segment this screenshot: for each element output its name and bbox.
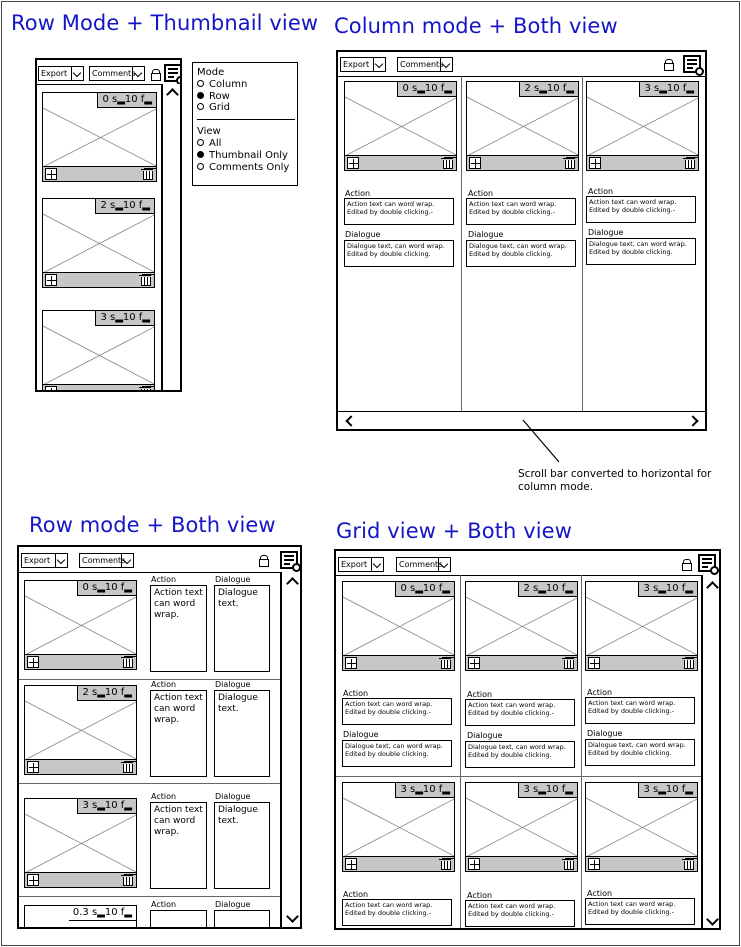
- action-text-box[interactable]: Action text can word wrap.: [150, 585, 207, 672]
- timecode: 3 s▂10 f▂: [518, 783, 577, 798]
- add-icon[interactable]: [468, 858, 480, 870]
- radio-icon[interactable]: [197, 103, 204, 110]
- dialogue-text-box[interactable]: Dialogue text, can word wrap. Edited by double clicking.: [585, 739, 695, 766]
- dialogue-label: Dialogue: [215, 680, 251, 689]
- dialogue-text-box[interactable]: [214, 910, 270, 929]
- dialogue-label: Dialogue: [215, 792, 251, 801]
- chevron-down-icon[interactable]: [286, 910, 299, 923]
- mode-heading: Mode: [197, 67, 225, 78]
- trash-icon[interactable]: [442, 157, 452, 169]
- frame-thumbnail[interactable]: [42, 310, 155, 392]
- comments-dropdown[interactable]: Comments: [79, 553, 134, 568]
- title-column-both: Column mode + Both view: [334, 14, 618, 38]
- timecode: 0 s▂10 f▂: [97, 93, 156, 108]
- row-thumbnail-window: [35, 58, 182, 392]
- export-dropdown[interactable]: [38, 66, 84, 81]
- action-text-box[interactable]: Action text can word wrap. Edited by double clicking.-: [465, 699, 575, 726]
- mode-option-grid[interactable]: Grid: [197, 102, 230, 113]
- action-label: Action: [151, 900, 177, 909]
- frame-thumbnail[interactable]: [24, 798, 137, 888]
- view-option-comments-only[interactable]: Comments Only: [197, 162, 289, 173]
- lock-icon[interactable]: [151, 69, 159, 79]
- add-icon[interactable]: [45, 168, 57, 180]
- timecode: 0 s▂10 f▂: [395, 582, 454, 597]
- add-icon[interactable]: [588, 657, 600, 669]
- add-icon[interactable]: [589, 157, 601, 169]
- vertical-scrollbar[interactable]: [280, 572, 302, 929]
- trash-icon[interactable]: [440, 858, 450, 870]
- action-text-box[interactable]: Action text can word wrap. Edited by double clicking.-: [585, 898, 695, 925]
- dialogue-text-box[interactable]: Dialogue text, can word wrap. Edited by double clicking.: [586, 238, 696, 265]
- chevron-down-icon: [132, 67, 144, 80]
- lock-icon[interactable]: [259, 555, 267, 565]
- dialogue-text-box[interactable]: Dialogue text, can word wrap. Edited by double clicking.: [466, 240, 576, 267]
- title-row-thumbnail: Row Mode + Thumbnail view: [11, 11, 319, 35]
- add-icon[interactable]: [345, 858, 357, 870]
- title-row-both: Row mode + Both view: [29, 513, 276, 537]
- timecode: 0 s▂10 f▂: [397, 82, 456, 97]
- timecode: 3 s▂10 f▂: [638, 783, 697, 798]
- frame-thumbnail[interactable]: [585, 782, 698, 872]
- export-dropdown[interactable]: Export: [338, 557, 384, 572]
- chevron-down-icon: [371, 558, 383, 571]
- add-icon[interactable]: [27, 761, 39, 773]
- timecode: 3 s▂10 f▂: [395, 783, 454, 798]
- chevron-down-icon: [121, 554, 133, 567]
- action-text-box[interactable]: [150, 910, 207, 929]
- radio-selected-icon[interactable]: [197, 151, 204, 158]
- lock-icon[interactable]: [664, 59, 672, 69]
- action-label: Action: [467, 690, 493, 699]
- dialogue-label: Dialogue: [345, 230, 381, 239]
- timecode: 2 s▂10 f▂: [95, 199, 154, 214]
- dialogue-text-box[interactable]: Dialogue text, can word wrap. Edited by double clicking.: [344, 240, 454, 267]
- action-label: Action: [467, 891, 493, 900]
- scrollbar-annotation: Scroll bar converted to horizontal for column mode.: [518, 468, 712, 493]
- options-panel: [192, 62, 298, 186]
- dialogue-label: Dialogue: [215, 575, 251, 584]
- title-grid-both: Grid view + Both view: [336, 519, 572, 543]
- view-options-icon[interactable]: [683, 55, 701, 73]
- trash-icon[interactable]: [122, 874, 132, 886]
- add-icon[interactable]: [588, 858, 600, 870]
- trash-icon[interactable]: [122, 761, 132, 773]
- trash-icon[interactable]: [142, 168, 152, 180]
- action-label: Action: [587, 688, 613, 697]
- add-icon[interactable]: [45, 274, 57, 286]
- dialogue-label: Dialogue: [215, 900, 251, 909]
- add-icon[interactable]: [468, 657, 480, 669]
- chevron-up-icon[interactable]: [706, 581, 719, 594]
- export-dropdown[interactable]: Export: [340, 57, 386, 72]
- timecode: 3 s▂10 f▂: [639, 82, 698, 97]
- action-label: Action: [468, 189, 494, 198]
- chevron-up-icon[interactable]: [286, 577, 299, 590]
- action-label: Action: [588, 187, 614, 196]
- dialogue-label: Dialogue: [343, 730, 379, 739]
- view-options-icon[interactable]: [280, 551, 298, 569]
- comments-dropdown[interactable]: [89, 66, 145, 81]
- trash-icon[interactable]: [683, 657, 693, 669]
- frame-thumbnail[interactable]: [585, 581, 698, 671]
- chevron-down-icon: [440, 58, 452, 71]
- view-heading: View: [197, 126, 221, 137]
- chevron-up-icon[interactable]: [166, 88, 179, 101]
- action-text-box[interactable]: Action text can word wrap.: [150, 690, 207, 777]
- chevron-down-icon: [55, 554, 67, 567]
- chevron-left-icon[interactable]: [345, 415, 356, 426]
- radio-selected-icon[interactable]: [197, 92, 204, 99]
- dialogue-text-box[interactable]: Dialogue text.: [214, 585, 270, 672]
- row-both-window: [17, 545, 302, 929]
- export-label: Export: [41, 69, 68, 78]
- action-label: Action: [345, 189, 371, 198]
- frame-thumbnail[interactable]: [42, 198, 155, 288]
- trash-icon[interactable]: [140, 274, 150, 286]
- add-icon[interactable]: [27, 874, 39, 886]
- action-label: Action: [151, 575, 177, 584]
- dialogue-text-box[interactable]: Dialogue text, can word wrap. Edited by double clicking.: [465, 741, 575, 768]
- view-options-icon[interactable]: [698, 554, 716, 572]
- timecode: 0 s▂10 f▂: [77, 581, 136, 596]
- view-option-all[interactable]: All: [197, 138, 221, 149]
- trash-icon[interactable]: [564, 157, 574, 169]
- vertical-scrollbar[interactable]: [701, 575, 721, 930]
- dialogue-text-box[interactable]: Dialogue text.: [214, 690, 270, 777]
- frame-thumbnail[interactable]: [24, 905, 137, 929]
- add-icon[interactable]: [347, 157, 359, 169]
- chevron-right-icon[interactable]: [687, 415, 698, 426]
- radio-icon[interactable]: [197, 139, 204, 146]
- mode-option-column[interactable]: Column: [197, 79, 247, 90]
- timecode: 3 s▂10 f▂: [95, 311, 154, 326]
- action-text-box[interactable]: Action text can word wrap.: [150, 802, 207, 889]
- timecode: 3 s▂10 f▂: [77, 799, 136, 814]
- vertical-scrollbar[interactable]: [161, 84, 182, 392]
- frame-thumbnail[interactable]: [42, 92, 157, 182]
- action-label: Action: [587, 889, 613, 898]
- mode-option-row[interactable]: Row: [197, 91, 230, 102]
- action-label: Action: [343, 689, 369, 698]
- add-icon[interactable]: [469, 157, 481, 169]
- dialogue-text-box[interactable]: Dialogue text, can word wrap. Edited by double clicking.: [342, 740, 452, 767]
- timecode: 2 s▂10 f▂: [77, 686, 136, 701]
- frame-thumbnail[interactable]: [465, 782, 578, 872]
- trash-icon[interactable]: [563, 657, 573, 669]
- add-icon[interactable]: [45, 386, 57, 392]
- action-label: Action: [151, 792, 177, 801]
- timecode: 2 s▂10 f▂: [518, 582, 577, 597]
- trash-icon[interactable]: [440, 657, 450, 669]
- action-text-box[interactable]: Action text can word wrap. Edited by double clicking.-: [342, 698, 452, 725]
- trash-icon[interactable]: [563, 858, 573, 870]
- action-label: Action: [343, 890, 369, 899]
- timecode: 2 s▂10 f▂: [519, 82, 578, 97]
- action-text-box[interactable]: Action text can word wrap. Edited by double clicking.-: [585, 697, 695, 724]
- frame-thumbnail[interactable]: [586, 81, 699, 171]
- frame-thumbnail[interactable]: [344, 81, 457, 171]
- view-option-thumbnail-only[interactable]: Thumbnail Only: [197, 150, 288, 161]
- grid-both-window: [334, 549, 721, 930]
- lock-icon[interactable]: [682, 559, 690, 569]
- dialogue-label: Dialogue: [468, 230, 504, 239]
- dialogue-text-box[interactable]: Dialogue text.: [214, 802, 270, 889]
- trash-icon[interactable]: [684, 157, 694, 169]
- frame-thumbnail[interactable]: [342, 581, 455, 671]
- column-both-window: [336, 50, 707, 431]
- chevron-down-icon: [71, 67, 83, 80]
- export-dropdown[interactable]: Export: [21, 553, 68, 568]
- action-text-box[interactable]: Action text can word wrap. Edited by double clicking.-: [466, 198, 576, 225]
- radio-icon[interactable]: [197, 80, 204, 87]
- timecode: 0.3 s▂10 f▂: [69, 906, 136, 921]
- action-label: Action: [151, 680, 177, 689]
- radio-icon[interactable]: [197, 163, 204, 170]
- action-text-box[interactable]: Action text can word wrap. Edited by double clicking.-: [344, 198, 454, 225]
- chevron-down-icon[interactable]: [706, 913, 719, 926]
- timecode: 3 s▂10 f▂: [638, 582, 697, 597]
- action-text-box[interactable]: Action text can word wrap. Edited by double clicking.-: [342, 899, 452, 926]
- action-text-box[interactable]: Action text can word wrap. Edited by double clicking.-: [586, 196, 696, 223]
- trash-icon[interactable]: [140, 386, 150, 392]
- comments-dropdown[interactable]: Comments: [396, 557, 451, 572]
- comments-dropdown[interactable]: Comments: [397, 57, 453, 72]
- chevron-down-icon: [373, 58, 385, 71]
- chevron-down-icon: [438, 558, 450, 571]
- annotation-arrow: [515, 418, 575, 468]
- comments-label: Comments: [92, 69, 136, 78]
- dialogue-label: Dialogue: [467, 731, 503, 740]
- frame-thumbnail[interactable]: [466, 81, 579, 171]
- trash-icon[interactable]: [683, 858, 693, 870]
- frame-thumbnail[interactable]: [24, 580, 137, 670]
- frame-thumbnail[interactable]: [342, 782, 455, 872]
- view-options-icon[interactable]: [164, 64, 182, 82]
- add-icon[interactable]: [345, 657, 357, 669]
- action-text-box[interactable]: Action text can word wrap. Edited by double clicking.-: [465, 900, 575, 927]
- dialogue-label: Dialogue: [588, 228, 624, 237]
- frame-thumbnail[interactable]: [465, 581, 578, 671]
- frame-thumbnail[interactable]: [24, 685, 137, 775]
- trash-icon[interactable]: [122, 656, 132, 668]
- add-icon[interactable]: [27, 656, 39, 668]
- dialogue-label: Dialogue: [587, 729, 623, 738]
